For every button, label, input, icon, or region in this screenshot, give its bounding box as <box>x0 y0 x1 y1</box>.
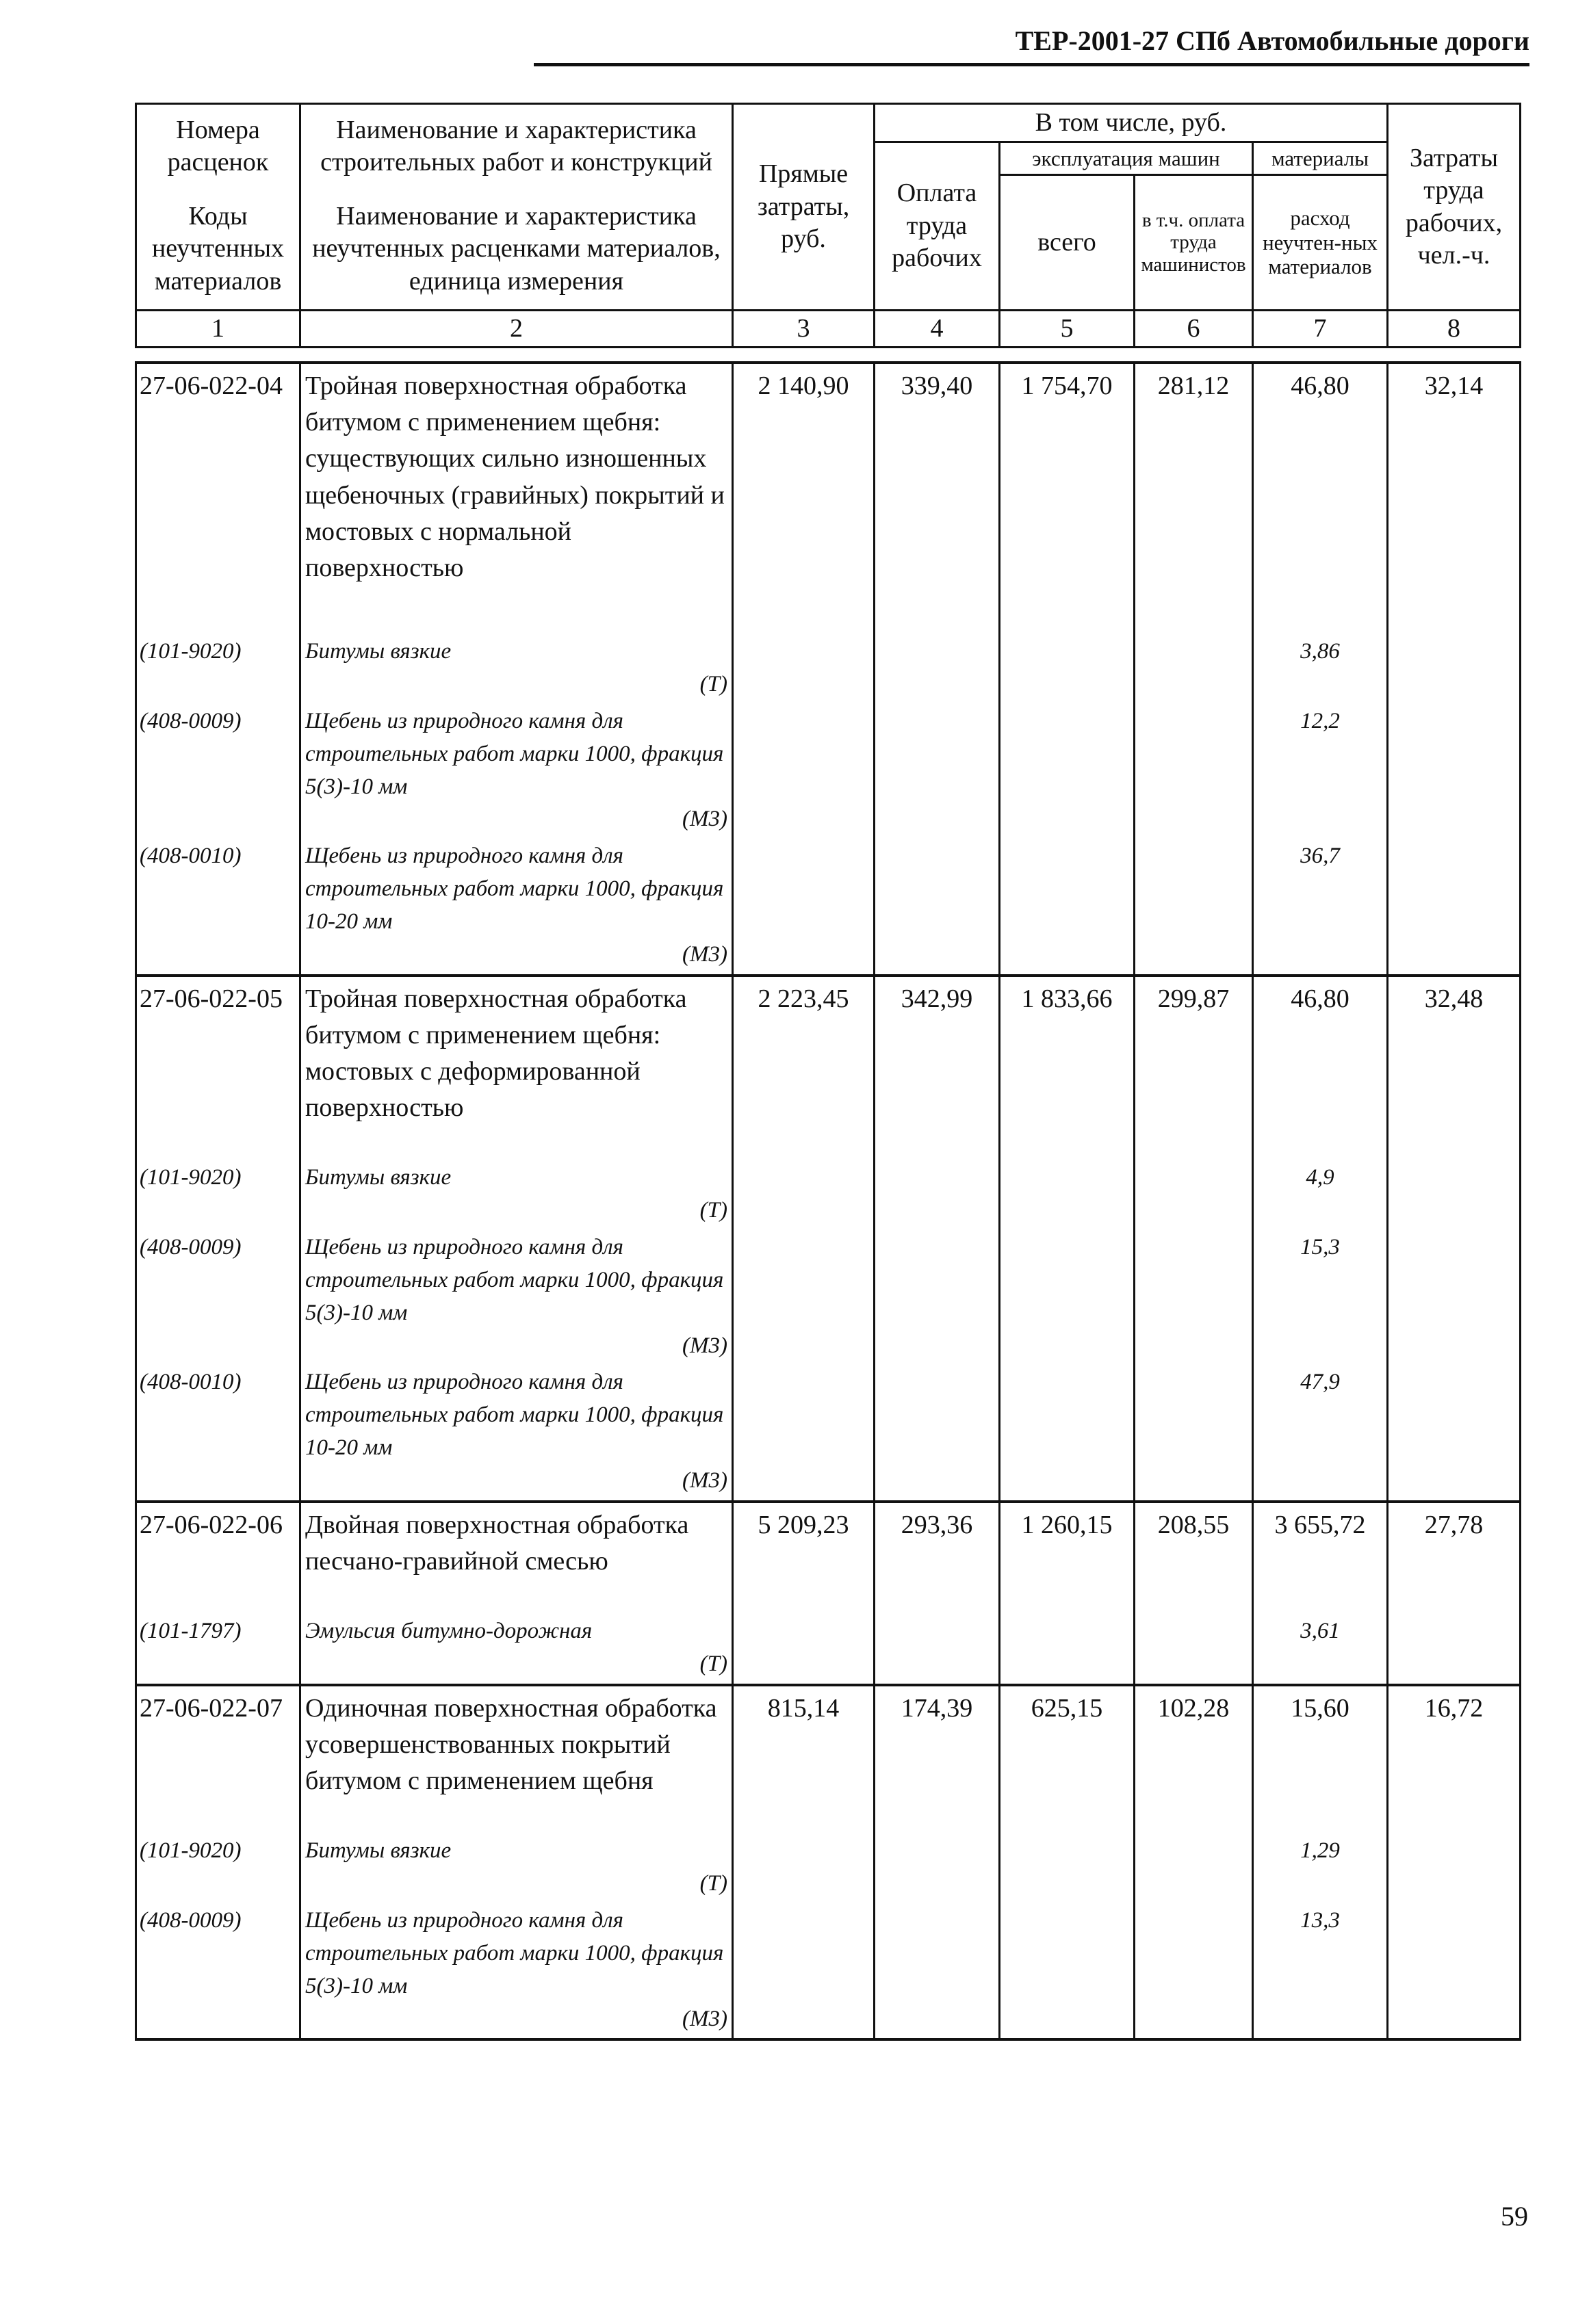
rate-code: 27-06-022-05 <box>136 976 300 1127</box>
col2-header-top: Наименование и характеристика строительных работ и конструкций <box>300 104 733 189</box>
material-quantity: 36,7 <box>1253 839 1388 975</box>
rate-code: 27-06-022-04 <box>136 363 300 586</box>
material-quantity: 13,3 <box>1253 1903 1388 2039</box>
material-name: Щебень из природного камня для строительных работ марки 1000, фракция 10-20 мм (М3) <box>300 1365 733 1501</box>
col-number: 3 <box>733 311 875 348</box>
rate-name <box>300 1685 733 1800</box>
rate-description: Тройная поверхностная обработка битумом с применением щебня: мостовых с деформированной поверхностью <box>305 984 687 1123</box>
col-number: 6 <box>1135 311 1253 348</box>
material-row <box>136 1160 1521 1230</box>
material-code: (408-0009) <box>136 1903 300 2039</box>
material-unit: (М3) <box>682 2006 727 2031</box>
rate-row <box>136 1502 1521 1580</box>
material-quantity: 47,9 <box>1253 1365 1388 1501</box>
material-unit: (М3) <box>682 941 727 967</box>
machine-cost-total: 1 833,66 <box>1000 976 1135 1127</box>
labor-cost: 293,36 <box>875 1502 1000 1580</box>
col-number: 2 <box>300 311 733 348</box>
labor-hours: 16,72 <box>1388 1685 1521 1800</box>
material-quantity: 4,9 <box>1253 1160 1388 1230</box>
direct-cost: 5 209,23 <box>733 1502 875 1580</box>
col3-header: Прямые затраты, руб. <box>733 104 875 311</box>
col6-header: в т.ч. оплата труда машинистов <box>1135 175 1253 311</box>
page-number: 59 <box>1501 2201 1528 2232</box>
material-unit: (Т) <box>699 1871 727 1896</box>
direct-cost: 815,14 <box>733 1685 875 1800</box>
rate-description: Двойная поверхностная обработка песчано-гравийной смесью <box>305 1510 689 1576</box>
rate-code: 27-06-022-06 <box>136 1502 300 1580</box>
rate-description: Одиночная поверхностная обработка усовершенствованных покрытий битумом с применением щебня <box>305 1693 717 1796</box>
material-unit: (М3) <box>682 807 727 832</box>
rates-table <box>135 361 1521 2041</box>
machine-cost-total: 1 260,15 <box>1000 1502 1135 1580</box>
material-row <box>136 704 1521 839</box>
material-row <box>136 1365 1521 1501</box>
machinist-labor-cost: 102,28 <box>1135 1685 1253 1800</box>
col7-header: расход неучтен-ных материалов <box>1253 175 1388 311</box>
material-code: (101-9020) <box>136 1160 300 1230</box>
direct-cost: 2 140,90 <box>733 363 875 586</box>
col-number: 4 <box>875 311 1000 348</box>
labor-cost: 174,39 <box>875 1685 1000 1800</box>
material-unit: (М3) <box>682 1333 727 1358</box>
materials-cost: 15,60 <box>1253 1685 1388 1800</box>
group-header: В том числе, руб. <box>875 104 1388 142</box>
material-quantity: 3,86 <box>1253 634 1388 704</box>
labor-hours: 27,78 <box>1388 1502 1521 1580</box>
material-unit: (Т) <box>699 671 727 696</box>
machinist-labor-cost: 208,55 <box>1135 1502 1253 1580</box>
material-unit: (Т) <box>699 1651 727 1676</box>
col-number: 1 <box>136 311 300 348</box>
material-code: (408-0010) <box>136 1365 300 1501</box>
materials-cost: 3 655,72 <box>1253 1502 1388 1580</box>
machine-cost-total: 1 754,70 <box>1000 363 1135 586</box>
materials-cost: 46,80 <box>1253 976 1388 1127</box>
machine-cost-total: 625,15 <box>1000 1685 1135 1800</box>
col1-header-bottom: Коды неучтенных материалов <box>136 189 300 311</box>
material-code: (101-1797) <box>136 1614 300 1685</box>
col2-header-bottom: Наименование и характеристика неучтенных расценками материалов, единица измерения <box>300 189 733 311</box>
machines-header: эксплуатация машин <box>1000 142 1253 175</box>
material-code: (408-0009) <box>136 1230 300 1365</box>
labor-hours: 32,48 <box>1388 976 1521 1127</box>
material-quantity: 3,61 <box>1253 1614 1388 1685</box>
rate-row <box>136 1685 1521 1800</box>
material-row <box>136 1614 1521 1685</box>
machinist-labor-cost: 281,12 <box>1135 363 1253 586</box>
labor-cost: 342,99 <box>875 976 1000 1127</box>
machinist-labor-cost: 299,87 <box>1135 976 1253 1127</box>
material-name: Битумы вязкие (Т) <box>300 634 733 704</box>
rate-name <box>300 363 733 586</box>
col-number: 7 <box>1253 311 1388 348</box>
material-quantity: 15,3 <box>1253 1230 1388 1365</box>
material-row <box>136 1230 1521 1365</box>
material-quantity: 1,29 <box>1253 1833 1388 1903</box>
col8-header: Затраты труда рабочих, чел.-ч. <box>1388 104 1521 311</box>
material-row <box>136 839 1521 975</box>
material-name: Битумы вязкие (Т) <box>300 1833 733 1903</box>
direct-cost: 2 223,45 <box>733 976 875 1127</box>
material-unit: (Т) <box>699 1198 727 1223</box>
material-code: (408-0010) <box>136 839 300 975</box>
labor-cost: 339,40 <box>875 363 1000 586</box>
material-name: Щебень из природного камня для строительных работ марки 1000, фракция 10-20 мм (М3) <box>300 839 733 975</box>
col1-header-top: Номера расценок <box>136 104 300 189</box>
material-row <box>136 1903 1521 2039</box>
page-header-title: ТЕР-2001-27 СПб Автомобильные дороги <box>1015 25 1529 56</box>
col4-header: Оплата труда рабочих <box>875 142 1000 311</box>
rate-name <box>300 976 733 1127</box>
material-row <box>136 634 1521 704</box>
rate-description: Тройная поверхностная обработка битумом с применением щебня: существующих сильно изношенных щебеночных (гравийных) покрытий и мостовых с нормальной поверхностью <box>305 371 725 582</box>
material-code: (408-0009) <box>136 704 300 839</box>
material-name: Эмульсия битумно-дорожная (Т) <box>300 1614 733 1685</box>
material-name: Щебень из природного камня для строительных работ марки 1000, фракция 5(3)-10 мм (М3) <box>300 1230 733 1365</box>
table-header <box>135 103 1521 348</box>
material-unit: (М3) <box>682 1467 727 1493</box>
material-code: (101-9020) <box>136 634 300 704</box>
labor-hours: 32,14 <box>1388 363 1521 586</box>
rate-row <box>136 976 1521 1127</box>
col-number: 8 <box>1388 311 1521 348</box>
material-code: (101-9020) <box>136 1833 300 1903</box>
materials-cost: 46,80 <box>1253 363 1388 586</box>
col-number: 5 <box>1000 311 1135 348</box>
material-quantity: 12,2 <box>1253 704 1388 839</box>
materials-header: материалы <box>1253 142 1388 175</box>
col5-header: всего <box>1000 175 1135 311</box>
material-row <box>136 1833 1521 1903</box>
rate-name <box>300 1502 733 1580</box>
material-name: Щебень из природного камня для строительных работ марки 1000, фракция 5(3)-10 мм (М3) <box>300 704 733 839</box>
rate-code: 27-06-022-07 <box>136 1685 300 1800</box>
material-name: Щебень из природного камня для строительных работ марки 1000, фракция 5(3)-10 мм (М3) <box>300 1903 733 2039</box>
rate-row <box>136 363 1521 586</box>
material-name: Битумы вязкие (Т) <box>300 1160 733 1230</box>
header-rule <box>534 63 1529 66</box>
